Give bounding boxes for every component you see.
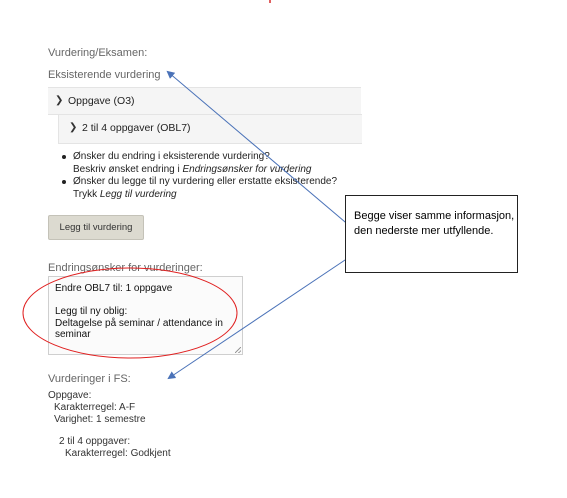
tree-item-label: Oppgave (O3) (68, 95, 135, 107)
textarea-content: Endre OBL7 til: 1 oppgave Legg til ny oblig: Deltagelse på seminar / attendance in seminar (55, 283, 223, 340)
instruction-question: Ønsker du endring i eksisterende vurdering? (73, 151, 270, 162)
fs-item-grading: Karakterregel: A-F (54, 402, 136, 413)
fs-subitem-grading: Karakterregel: Godkjent (65, 448, 171, 459)
fs-item-label: Oppgave: (48, 390, 92, 401)
callout-arrow-top (168, 72, 351, 227)
annotation-callout-box: Begge viser samme informasjon, den nederste mer utfyllende. (345, 195, 518, 273)
fs-assessments-title: Vurderinger i FS: (48, 373, 131, 385)
chevron-right-icon: ❯ (55, 95, 64, 106)
instruction-question: Ønsker du legge til ny vurdering eller erstatte eksisterende? (73, 176, 338, 187)
instruction-text-plain: Trykk (73, 188, 100, 200)
tree-item-label: 2 til 4 oppgaver (OBL7) (82, 122, 191, 134)
add-assessment-button[interactable]: Legg til vurdering (48, 215, 144, 240)
instruction-text-plain: Beskriv ønsket endring i (73, 163, 183, 175)
existing-assessment-title: Eksisterende vurdering (48, 69, 161, 81)
chevron-right-icon: ❯ (69, 122, 78, 133)
instruction-text-emphasis: Legg til vurdering (99, 188, 177, 200)
instruction-text-emphasis: Endringsønsker for vurdering (182, 163, 312, 175)
section-title: Vurdering/Eksamen: (48, 47, 148, 59)
fs-subitem-label: 2 til 4 oppgaver: (59, 436, 131, 447)
fs-item-duration: Varighet: 1 semestre (54, 414, 146, 425)
callout-arrow-bottom (169, 256, 351, 378)
highlight-ellipse (23, 268, 237, 358)
change-requests-title: Endringsønsker for vurderinger: (48, 262, 203, 274)
